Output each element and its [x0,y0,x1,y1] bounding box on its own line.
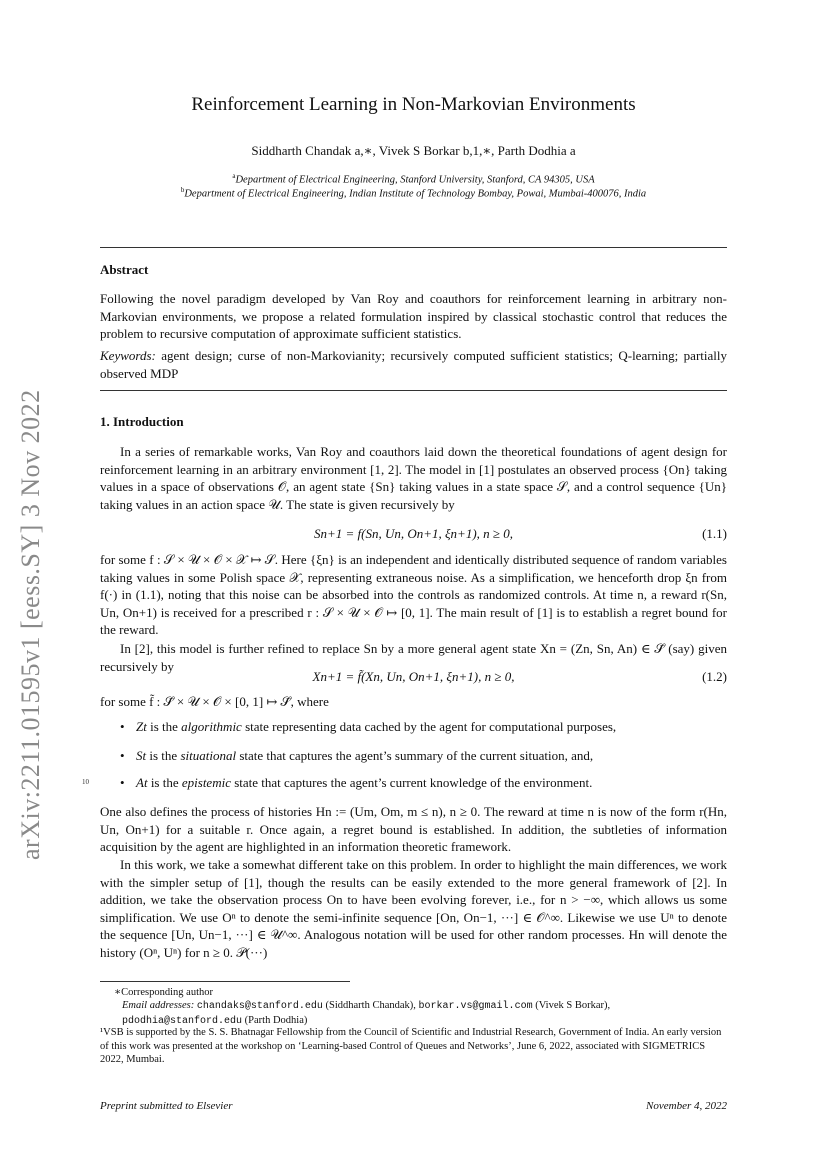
section-heading-introduction: 1. Introduction [100,414,184,429]
intro-paragraph-1: In a series of remarkable works, Van Roy and coauthors laid down the theoretical foundations of agent design for reinforcement learning in an arbitrary environment [1, 2]. The model in [1] postulates an observed process {On} taking values in a space of observations 𝒪, an agent state {Sn} taking values in a state space 𝒮, and a control sequence {Un} taking values in an action space 𝒰. The state is given recursively by [100,444,727,512]
equation-1-1 [100,526,727,544]
email-link[interactable]: chandaks@stanford.edu [196,1001,323,1012]
list-item: • Zt is the algorithmic state representing data cached by the agent for computational purposes, [120,719,617,734]
intro-paragraph-4: for some f̃ : 𝒮̃ × 𝒰 × 𝒪 × [0, 1] ↦ 𝒮̃, where [100,694,329,709]
keywords-label: Keywords: [100,348,156,363]
equation-1-1-body: Sn+1 = f(Sn, Un, On+1, ξn+1), n ≥ 0, [313,526,514,541]
intro-paragraph-6: In this work, we take a somewhat different take on this problem. In order to highlight the main differences, we work with the simpler setup of [1], though the results can be easily extended to the more general framework of [2]. In addition, we take the observation process On to have been evolving forever, i.e., for n > −∞, which allows us some simplification. We use Oⁿ to denote the semi-infinite sequence [On, On−1, ···] ∈ 𝒪^∞. Likewise we use Uⁿ to denote the sequence [Un, Un−1, ···] ∈ 𝒰^∞. Analogous notation will be used for other random processes. Hn will denote the history (Oⁿ, Uⁿ) for n ≥ 0. 𝒫(···) [100,857,727,960]
arxiv-sidebar [16,389,56,900]
list-item: • St is the situational state that captures the agent’s summary of the current situation, and, [120,748,594,763]
bullet-icon: • [120,748,125,763]
bullet-icon: • [120,719,125,734]
paper-title: Reinforcement Learning in Non-Markovian Environments [191,94,636,115]
abstract-heading: Abstract [100,262,149,277]
equation-1-2-body: Xn+1 = f̃(Xn, Un, On+1, ξn+1), n ≥ 0, [312,669,515,684]
arxiv-identifier: arXiv:2211.01595v1 [eess.SY] 3 Nov 2022 [16,389,45,860]
footnote-corresponding: ∗Corresponding author [114,987,213,998]
intro-paragraph-3: In [2], this model is further refined to replace Sn by a more general agent state Xn = (Zn, Sn, An) ∈ 𝒮̃ (say) given recursively by [100,641,727,674]
footer-preprint: Preprint submitted to Elsevier [100,1100,233,1112]
footnote-emails: Email addresses: chandaks@stanford.edu (Siddharth Chandak), borkar.vs@gmail.com (Vivek S Borkar), pdodhia@stanford.edu (Parth Dodhia) [122,1000,611,1027]
abstract-text: Following the novel paradigm developed by Van Roy and coauthors for reinforcement learning in arbitrary non-Markovian environments, we propose a related formulation inspired by classical stochastic control that reduces the problem to recursive computation of approximate sufficient statistics. [100,291,727,342]
intro-paragraph-2: for some f : 𝒮 × 𝒰 × 𝒪 × 𝒳 ↦ 𝒮. Here {ξn} is an independent and identically distributed sequence of random variables taking values in some Polish space 𝒳, representing extraneous noise. As a simplification, we henceforth drop ξn from f(·) in (1.1), noting that this noise can be absorbed into the controls as randomized controls. At time n, a reward r(Sn, Un, On+1) is received for a prescribed r : 𝒮 × 𝒰 × 𝒪 ↦ [0, 1]. The main result of [1] is to establish a regret bound for the reward. [100,552,727,638]
equation-1-2-number: (1.2) [702,669,727,684]
affiliation-b: $^b$Department of Electrical Engineering, Indian Institute of Technology Bombay, Powai, Mumbai-400076, India [180,186,647,200]
affiliation-a: $^a$Department of Electrical Engineering, Stanford University, Stanford, CA 94305, USA [232,172,595,186]
affiliation-a-mark: a [232,172,236,180]
footnote-divider [100,981,350,982]
intro-paragraph-5: One also defines the process of histories Hn := (Um, Om, m ≤ n), n ≥ 0. The reward at time n is now of the form r(Hn, Un, On+1) for a suitable r. Once again, a regret bound is established. In addition, the subtleties of information acquisition by the agent are highlighted in an information theoretic framework. [100,804,727,855]
email-label: Email addresses: [122,1000,195,1011]
equation-1-2 [100,669,727,687]
bullet-icon: • [120,775,125,790]
affiliation-b-mark: b [180,186,185,194]
abstract-divider [100,390,727,391]
keywords-text: agent design; curse of non-Markovianity; recursively computed sufficient statistics; Q-learning; partially observed MDP [100,348,727,381]
email-link[interactable]: borkar.vs@gmail.com [418,1001,533,1012]
top-divider [100,247,727,248]
line-number: 10 [82,778,89,786]
email-link[interactable]: pdodhia@stanford.edu [122,1015,243,1027]
author-list: Siddharth Chandak a,∗, Vivek S Borkar b,1,∗, Parth Dodhia a [251,143,576,158]
equation-1-1-number: (1.1) [702,526,727,541]
list-item: • At is the epistemic state that captures the agent’s current knowledge of the environment. [120,775,593,790]
keywords [100,347,727,382]
footnote-1: ¹VSB is supported by the S. S. Bhatnagar Fellowship from the Council of Scientific and Industrial Research, Government of India. An early version of this work was presented at the workshop on ‘Learning-based Control of Queues and Networks’, June 6, 2022, associated with SIGMETRICS 2022, Mumbai. [100,1027,722,1065]
footer-date: November 4, 2022 [646,1100,727,1112]
